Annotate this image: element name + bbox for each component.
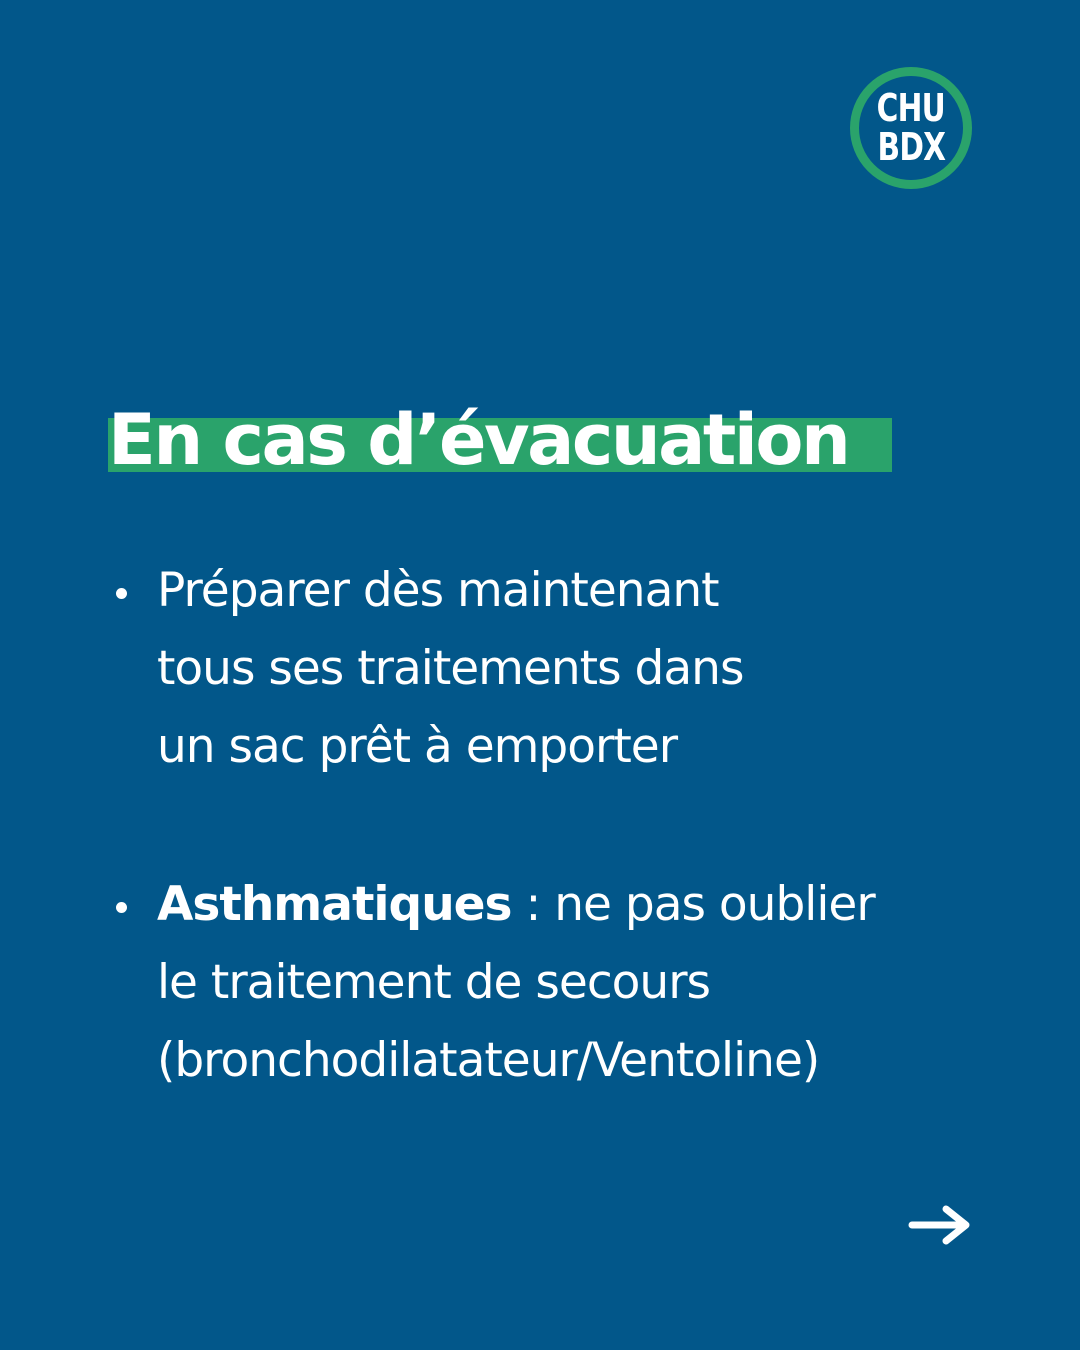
logo-line-bdx: BDX — [877, 124, 945, 169]
arrow-right-icon[interactable] — [906, 1201, 974, 1249]
bullet-dot-icon — [116, 588, 127, 599]
bullet-1-line-3: un sac prêt à emporter — [157, 719, 678, 774]
title-block — [108, 395, 848, 485]
bullet-2-first-line-rest: : ne pas oublier — [511, 877, 875, 932]
list-item — [110, 552, 1010, 786]
list-item — [110, 866, 1010, 1100]
bullet-2-line-3: (bronchodilatateur/Ventoline) — [157, 1033, 820, 1088]
logo-line-chu: CHU — [876, 85, 946, 130]
bullet-1-line-1: Préparer dès maintenant — [157, 563, 719, 618]
chu-bdx-logo — [850, 67, 972, 189]
bullet-2-line-1 — [157, 866, 1010, 944]
bullet-2-bold-label: Asthmatiques — [157, 877, 512, 932]
advice-list — [110, 552, 1010, 1100]
bullet-2-line-2: le traitement de secours — [157, 955, 711, 1010]
bullet-dot-icon — [116, 902, 127, 913]
page-title: En cas d’évacuation — [108, 399, 849, 481]
bullet-1-line-2: tous ses traitements dans — [157, 641, 744, 696]
